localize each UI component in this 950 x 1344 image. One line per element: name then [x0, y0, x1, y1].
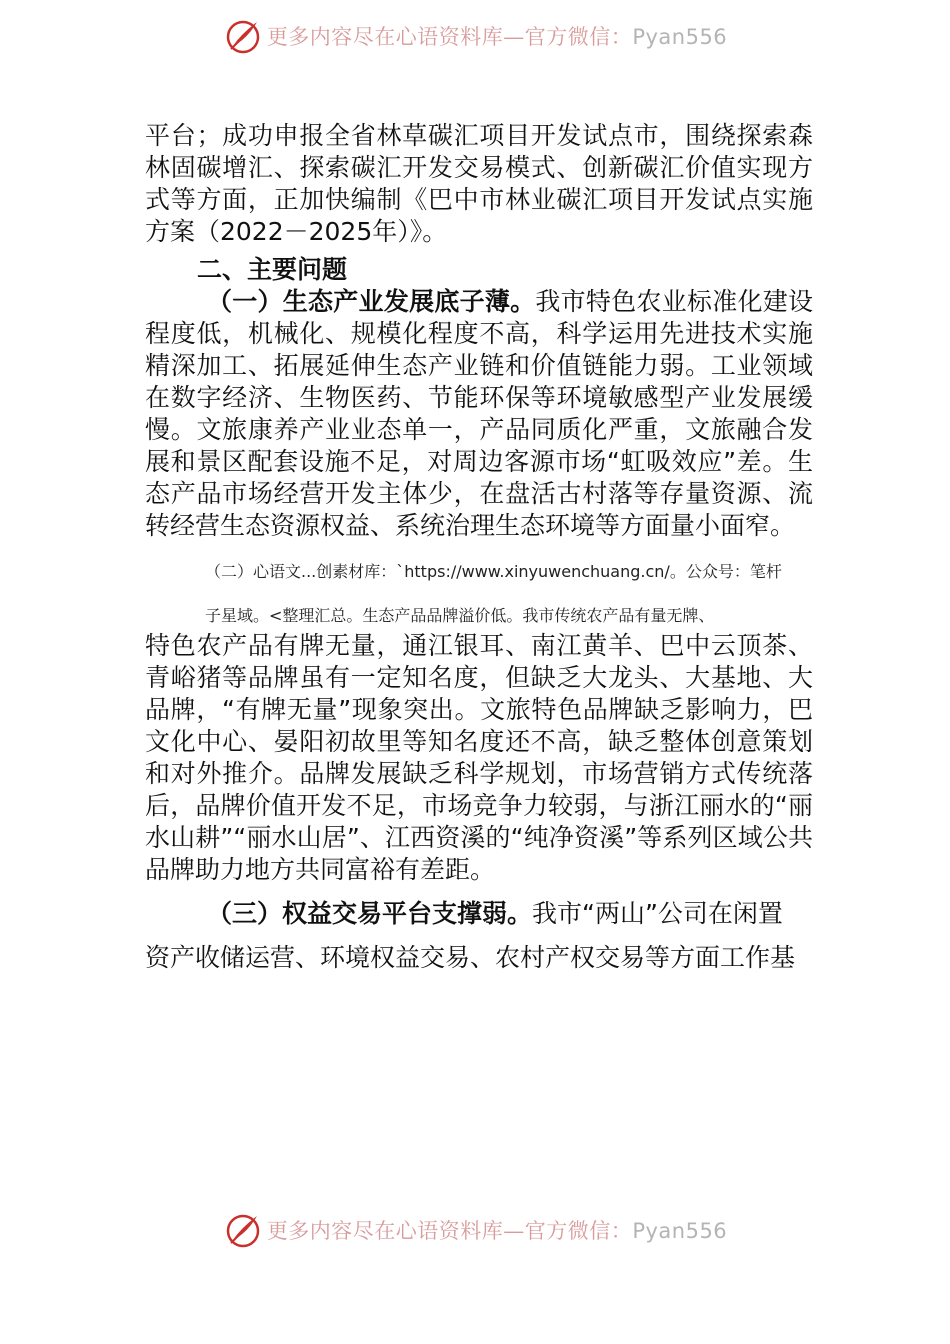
- wechat-id: Pyan556: [632, 25, 728, 49]
- quill-logo-icon: [223, 1210, 263, 1250]
- watermark-line-2: 子星域。<整理汇总。生态产品品牌溢价低。我市传统农产品有量无牌、: [205, 606, 715, 625]
- wechat-id: Pyan556: [632, 1219, 728, 1243]
- banner-text: 更多内容尽在心语资料库—官方微信：Pyan556: [266, 1219, 728, 1243]
- footer-banner: [0, 1208, 950, 1252]
- paragraph-issue-3-cont: 资产收储运营、环境权益交易、农村产权交易等方面工作基: [145, 943, 796, 972]
- issue-1-title: （一）生态产业发展底子薄。: [207, 287, 536, 316]
- paragraph-issue-3: [145, 898, 813, 930]
- paragraph-issue-1: [145, 286, 813, 542]
- issue-1-body: 我市特色农业标准化建设程度低，机械化、规模化程度不高，科学运用先进技术实施精深加工、拓展延伸生态产业链和价值链能力弱。工业领域在数字经济、生物医药、节能环保等环境敏感型产业发展缓慢。文旅康养产业业态单一，产品同质化严重，文旅融合发展和景区配套设施不足，对周边客源市场“虹吸效应”差。生态产品市场经营开发主体少，在盘活古村落等存量资源、流转经营生态资源权益、系统治理生态环境等方面量小面窄。: [145, 287, 813, 540]
- section-heading: 二、主要问题: [197, 255, 348, 284]
- issue-3-title: （三）权益交易平台支撑弱。: [207, 899, 533, 928]
- document-body: [145, 120, 813, 974]
- issue-3-body: 我市“两山”公司在闲置: [532, 899, 783, 928]
- banner-text: 更多内容尽在心语资料库—官方微信：Pyan556: [266, 25, 728, 49]
- header-banner: [0, 14, 950, 58]
- quill-logo-icon: [223, 16, 263, 56]
- watermark-line-1: （二）心语文...创素材库：`https://www.xinyuwenchuang.cn/。公众号：笔杆: [205, 562, 782, 581]
- paragraph-issue-2: 特色农产品有牌无量，通江银耳、南江黄羊、巴中云顶茶、青峪猪等品牌虽有一定知名度，但缺乏大龙头、大基地、大品牌，“有牌无量”现象突出。文旅特色品牌缺乏影响力，巴文化中心、晏阳初故里等知名度还不高，缺乏整体创意策划和对外推介。品牌发展缺乏科学规划，市场营销方式传统落后，品牌价值开发不足，市场竞争力较弱，与浙江丽水的“丽水山耕”“丽水山居”、江西资溪的“纯净资溪”等系列区域公共品牌助力地方共同富裕有差距。: [145, 631, 813, 884]
- paragraph-carbon: 平台；成功申报全省林草碳汇项目开发试点市，围绕探索森林固碳增汇、探索碳汇开发交易模式、创新碳汇价值实现方式等方面，正加快编制《巴中市林业碳汇项目开发试点实施方案（2022－2025年）》。: [145, 121, 813, 246]
